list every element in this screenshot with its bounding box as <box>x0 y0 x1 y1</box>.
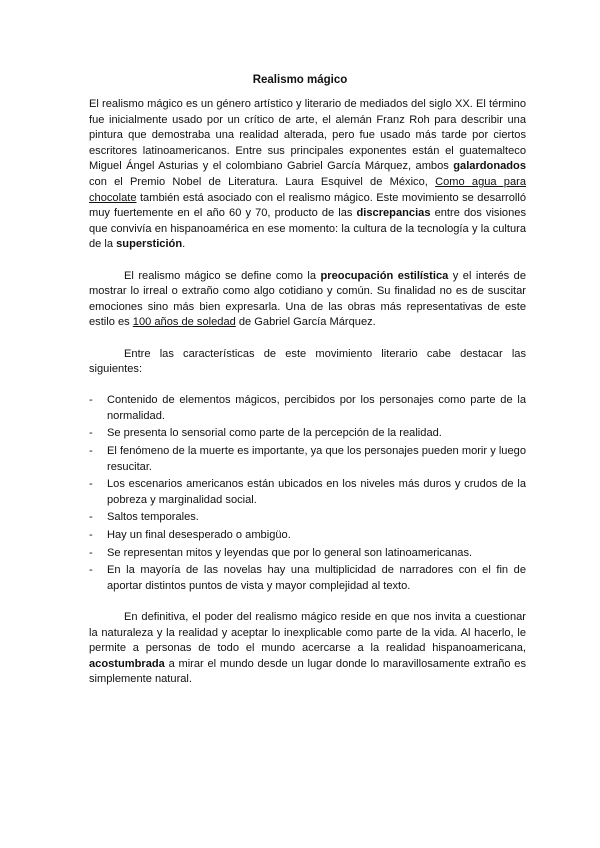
paragraph-definition <box>89 269 526 331</box>
text-run: con el Premio Nobel de Literatura. Laura Esquivel de México, <box>89 175 436 188</box>
bullet-dash: - <box>89 511 93 524</box>
list-item <box>89 510 526 526</box>
bullet-dash: - <box>89 394 93 407</box>
list-item-text: En la mayoría de las novelas hay una multiplicidad de narradores con el fin de aportar distintos puntos de vista y mayor complejidad al texto. <box>107 564 526 592</box>
list-item <box>89 444 526 475</box>
bullet-dash: - <box>89 427 93 440</box>
bold-term-acostumbrada: acostumbrada <box>89 657 165 670</box>
list-item-text: Se presenta lo sensorial como parte de la percepción de la realidad. <box>107 427 442 440</box>
list-item-text: Contenido de elementos mágicos, percibidos por los personajes como parte de la normalidad. <box>107 394 526 422</box>
characteristics-list <box>89 393 526 594</box>
text-run: a mirar el mundo desde un lugar donde lo maravillosamente extraño es simplemente natural. <box>89 657 526 686</box>
text-run: y el interés de mostrar lo irreal o extraño como algo cotidiano y común. Su finalidad no es de suscitar emociones sino más bien expresarla. Una de las obras más representativas de este estilo es <box>89 269 527 329</box>
list-item <box>89 426 526 442</box>
bold-term-preocupacion: preocupación estilística <box>320 269 449 282</box>
text-run: En definitiva, el poder del realismo mágico reside en que nos invita a cuestionar la naturaleza y la realidad y aceptar lo inexplicable como parte de la vida. Al hacerlo, le permite a personas de todo el mundo acercarse a la realidad hispanoamericana, <box>89 611 526 655</box>
list-item <box>89 393 526 424</box>
document-title: Realismo mágico <box>252 74 348 86</box>
list-item-text: El fenómeno de la muerte es importante, ya que los personajes pueden morir y luego resucitar. <box>107 445 526 473</box>
text-run: El realismo mágico se define como la <box>124 269 321 282</box>
list-item <box>89 477 526 508</box>
text-run: de Gabriel García Márquez. <box>235 316 376 329</box>
text-run: también está asociado con el realismo mágico. Este movimiento se desarrolló muy fuertemente en el año 60 y 70, producto de las <box>89 191 526 220</box>
bullet-dash: - <box>89 445 93 458</box>
bold-term-supersticion: superstición <box>116 238 183 251</box>
list-item <box>89 546 526 562</box>
list-item-text: Saltos temporales. <box>107 511 199 524</box>
underlined-book-title: 100 años de soledad <box>132 316 236 329</box>
text-run: . <box>182 238 186 251</box>
list-item-text: Los escenarios americanos están ubicados en los niveles más duros y crudos de la pobreza y marginalidad social. <box>107 478 526 506</box>
bullet-dash: - <box>89 564 93 577</box>
document-body <box>89 97 526 704</box>
bullet-dash: - <box>89 529 93 542</box>
text-run: entre dos visiones que convivía en hispanoamérica en ese momento: la cultura de la tecnología y la cultura de la <box>89 207 526 251</box>
list-item-text: Hay un final desesperado o ambigüo. <box>107 529 291 542</box>
bullet-dash: - <box>89 546 93 559</box>
paragraph-conclusion <box>89 610 526 688</box>
paragraph-intro <box>89 97 526 253</box>
bold-term-galardonados: galardonados <box>453 160 526 173</box>
bold-term-discrepancias: discrepancias <box>356 207 431 220</box>
list-item-text: Se representan mitos y leyendas que por lo general son latinoamericanas. <box>107 546 473 559</box>
paragraph-characteristics-intro: Entre las características de este movimiento literario cabe destacar las siguientes: <box>89 347 526 376</box>
text-run: El realismo mágico es un género artístico y literario de mediados del siglo XX. El término fue inicialmente usado por un crítico de arte, el alemán Franz Roh para describir una pintura que demostraba una realidad alterada, pero fue usado más tarde por ciertos escritores latinoamericanos. Entre sus principales exponentes están el guatemalteco Miguel Ángel Asturias y el colombiano Gabriel García Márquez, ambos <box>89 98 526 173</box>
bullet-dash: - <box>89 478 93 491</box>
underlined-book-title: Como agua para chocolate <box>89 175 527 204</box>
list-item <box>89 563 526 594</box>
list-item <box>89 528 526 544</box>
